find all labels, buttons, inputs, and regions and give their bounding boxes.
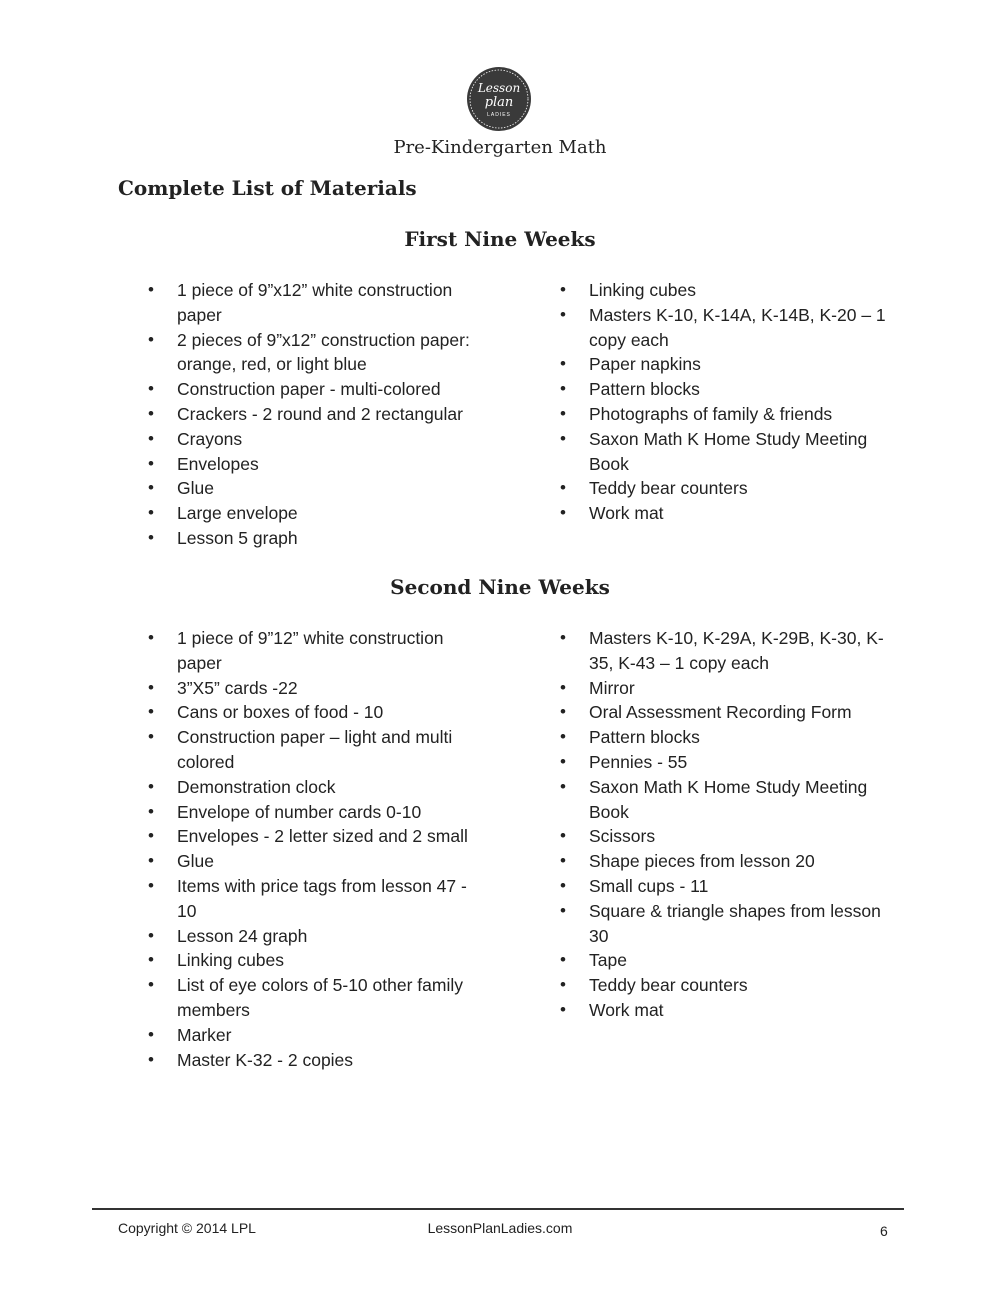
lesson-plan-ladies-logo	[466, 66, 532, 132]
footer-divider	[92, 1208, 904, 1210]
material-list-item: • Masters K-10, K-29A, K-29B, K-30, K-35, K-43 – 1 copy each	[560, 626, 890, 676]
material-list-item: • Pattern blocks	[560, 377, 890, 402]
material-list-item: • Crackers - 2 round and 2 rectangular	[148, 402, 478, 427]
material-list-item: • Linking cubes	[148, 948, 478, 973]
material-list-item: • Envelope of number cards 0-10	[148, 800, 478, 825]
material-list-item: • Paper napkins	[560, 352, 890, 377]
material-list-item: • List of eye colors of 5-10 other family members	[148, 973, 478, 1023]
material-list-item: • Demonstration clock	[148, 775, 478, 800]
material-list-item: • Saxon Math K Home Study Meeting Book	[560, 775, 890, 825]
material-list-item: • Oral Assessment Recording Form	[560, 700, 890, 725]
material-list-item: • Marker	[148, 1023, 478, 1048]
material-list-item: • Lesson 24 graph	[148, 924, 478, 949]
material-list-item: • Teddy bear counters	[560, 973, 890, 998]
material-list-item: • Work mat	[560, 998, 890, 1023]
material-list-item: • Tape	[560, 948, 890, 973]
material-list-item: • Lesson 5 graph	[148, 526, 478, 551]
material-list-item: • 1 piece of 9”12” white construction paper	[148, 626, 478, 676]
first-nine-weeks-right-list	[560, 278, 890, 526]
footer-page-number: 6	[880, 1223, 888, 1239]
logo-word-lesson: Lesson	[477, 81, 521, 95]
footer-copyright: Copyright © 2014 LPL	[118, 1220, 256, 1236]
material-list-item: • 3”X5” cards -22	[148, 676, 478, 701]
material-list-item: • Cans or boxes of food - 10	[148, 700, 478, 725]
material-list-item: • Pennies - 55	[560, 750, 890, 775]
material-list-item: • Masters K-10, K-14A, K-14B, K-20 – 1 copy each	[560, 303, 890, 353]
material-list-item: • Mirror	[560, 676, 890, 701]
material-list-item: • 1 piece of 9”x12” white construction paper	[148, 278, 478, 328]
material-list-item: • Work mat	[560, 501, 890, 526]
material-list-item: • Pattern blocks	[560, 725, 890, 750]
material-list-item: • Teddy bear counters	[560, 476, 890, 501]
material-list-item: • Envelopes - 2 letter sized and 2 small	[148, 824, 478, 849]
first-nine-weeks-left-list	[148, 278, 478, 551]
second-nine-weeks-left-list	[148, 626, 478, 1072]
course-subtitle: Pre-Kindergarten Math	[393, 137, 607, 158]
material-list-item: • 2 pieces of 9”x12” construction paper: orange, red, or light blue	[148, 328, 478, 378]
material-list-item: • Scissors	[560, 824, 890, 849]
material-list-item: • Saxon Math K Home Study Meeting Book	[560, 427, 890, 477]
section-heading-first-nine-weeks: First Nine Weeks	[404, 227, 596, 251]
material-list-item: • Photographs of family & friends	[560, 402, 890, 427]
material-list-item: • Square & triangle shapes from lesson 30	[560, 899, 890, 949]
material-list-item: • Construction paper – light and multi colored	[148, 725, 478, 775]
material-list-item: • Crayons	[148, 427, 478, 452]
section-heading-second-nine-weeks: Second Nine Weeks	[390, 575, 610, 599]
material-list-item: • Linking cubes	[560, 278, 890, 303]
logo-word-ladies: LADIES	[487, 112, 511, 118]
material-list-item: • Envelopes	[148, 452, 478, 477]
material-list-item: • Shape pieces from lesson 20	[560, 849, 890, 874]
logo-word-plan: plan	[484, 95, 514, 110]
material-list-item: • Large envelope	[148, 501, 478, 526]
material-list-item: • Glue	[148, 849, 478, 874]
material-list-item: • Master K-32 - 2 copies	[148, 1048, 478, 1073]
material-list-item: • Items with price tags from lesson 47 - 10	[148, 874, 478, 924]
material-list-item: • Glue	[148, 476, 478, 501]
material-list-item: • Construction paper - multi-colored	[148, 377, 478, 402]
material-list-item: • Small cups - 11	[560, 874, 890, 899]
footer-website: LessonPlanLadies.com	[427, 1220, 573, 1236]
page-title: Complete List of Materials	[118, 176, 417, 200]
second-nine-weeks-right-list	[560, 626, 890, 1023]
